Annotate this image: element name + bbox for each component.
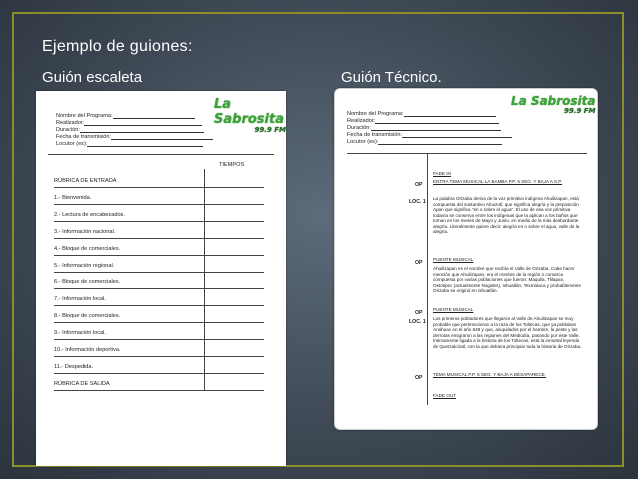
escaleta-row: 4.- Bloque de comerciales. xyxy=(54,245,121,252)
shot-op-label: OP xyxy=(415,182,423,188)
escaleta-row: 10.- Información deportiva. xyxy=(54,347,121,353)
column-divider xyxy=(204,169,205,391)
narration-text: Los primeros pobladores que llegaron al Valle de Ahuilizapan se muy probable que pertenecieran a la raza de los Toltecas, que ya poblaban Anáhuac en el año 648 y que, aniquilados por el hambre, la peste y las derrotas emigraron a las regiones del Mediodía, pasando por este Valle. Íntimamente ligada a la historia de los Toltecas, está la inmortal leyenda de Quetzalcóatl, con la que debiera principiar toda la historia de Orizaba. xyxy=(433,316,582,349)
technical-cue: PUENTE MUSICAL xyxy=(433,307,474,312)
row-line xyxy=(54,255,264,256)
row-line xyxy=(54,322,264,323)
narration-text: Ahuilizapan es el nombre que recibía el Valle de Orizaba. Cabe hacer mención que Ahuilizapan, era el nombre de la región o comarca compuesta por varias poblaciones que fueron: Maquila, Tlilapan, Ostotipec (actualmente Nogales), Ixhuatlán, Texmalaca y probablemente Orizaba se originó en Ixhuatlán. xyxy=(433,266,582,293)
escaleta-row: 3.- Información nacional. xyxy=(54,228,116,235)
shot-op-label: OP xyxy=(415,260,423,266)
row-line xyxy=(54,390,264,391)
technical-cue: FADE OUT xyxy=(433,393,456,398)
logo xyxy=(511,94,596,115)
header-field: Nombre del Programa: xyxy=(347,111,496,117)
logo-main: La Sabrosita xyxy=(214,97,284,127)
header-field: Realizador: xyxy=(347,118,499,124)
escaleta-document xyxy=(36,91,286,466)
escaleta-row: 1.- Bienvenida. xyxy=(54,194,92,201)
header-field: Locutor (es): xyxy=(56,141,203,147)
header-field: Duración: xyxy=(56,127,204,133)
logo xyxy=(214,97,286,134)
narration-text: La palabra Orizaba deriva de la voz primitiva indígena Ahuilizapan, está compuesta del sustantivo Ahuizotl, que significa alegría y la preposición Apan que significa "en o sobre el agua". El uso de esa voz primitiva todavía se conserva entre los indígenas que la aplican a los baños que toman en los meses de Mayo y Junio, en medio de la más desbordante alegría. Literalmente quiere decir: alegría en o sobre el agua, valle de la alegría. xyxy=(433,196,580,234)
row-line xyxy=(54,221,264,222)
logo-sub: 99.9 FM xyxy=(254,126,286,134)
shot-op-label: OP xyxy=(415,310,423,316)
logo-main: La Sabrosita xyxy=(511,94,596,108)
technical-cue: PUENTE MUSICAL xyxy=(433,257,474,262)
technical-cue: TEMA MUSICAL P.P. 5 SEG. Y BAJA A DESAPARECE. xyxy=(433,372,547,377)
divider xyxy=(347,153,587,154)
row-line xyxy=(54,356,264,357)
escaleta-row: 9.- Información local. xyxy=(54,330,106,337)
technical-cue: ENTRA TEMA MUSICAL LA BAMBA P.P. 5 SEG. Y BAJA A S.P. xyxy=(433,179,563,184)
shot-op-label: LOC. 1 xyxy=(409,319,426,325)
column-divider xyxy=(427,153,428,405)
header-field: Duración: xyxy=(347,125,501,131)
header-field: Realizador: xyxy=(56,120,202,126)
shot-op-label: OP xyxy=(415,375,423,381)
row-line xyxy=(54,373,264,374)
row-line xyxy=(54,204,264,205)
escaleta-row: RÚBRICA DE ENTRADA xyxy=(54,178,117,184)
header-field: Nombre del Programa: xyxy=(56,113,195,119)
row-line xyxy=(54,187,264,188)
row-line xyxy=(54,238,264,239)
escaleta-row: 7.- Información local. xyxy=(54,296,106,303)
header-field: Locutor (es): xyxy=(347,139,502,145)
slide-title: Ejemplo de guiones: xyxy=(42,38,193,55)
shot-op-label: LOC. 1 xyxy=(409,199,426,205)
escaleta-row: RÚBRICA DE SALIDA xyxy=(54,380,110,387)
row-line xyxy=(54,288,264,289)
header-field: Fecha de transmisión: xyxy=(347,132,512,138)
divider xyxy=(48,154,274,155)
tiempos-label: TIEMPOS xyxy=(219,162,245,168)
row-line xyxy=(54,339,264,340)
row-line xyxy=(54,272,264,273)
escaleta-row: 8.- Bloque de comerciales. xyxy=(54,313,121,320)
right-caption: Guión Técnico. xyxy=(341,69,442,86)
logo-sub: 99.9 FM xyxy=(564,107,596,115)
escaleta-row: 6.- Bloque de comerciales. xyxy=(54,279,121,286)
escaleta-row: 2.- Lectura de encabezados. xyxy=(54,211,125,218)
header-field: Fecha de transmisión: xyxy=(56,134,213,140)
row-line xyxy=(54,305,264,306)
escaleta-row: 5.- Información regional. xyxy=(54,262,115,269)
escaleta-row: 11.- Despedida. xyxy=(54,363,94,370)
technical-cue: FADE IN xyxy=(433,171,451,176)
left-caption: Guión escaleta xyxy=(42,69,143,86)
tecnico-document xyxy=(334,88,598,430)
